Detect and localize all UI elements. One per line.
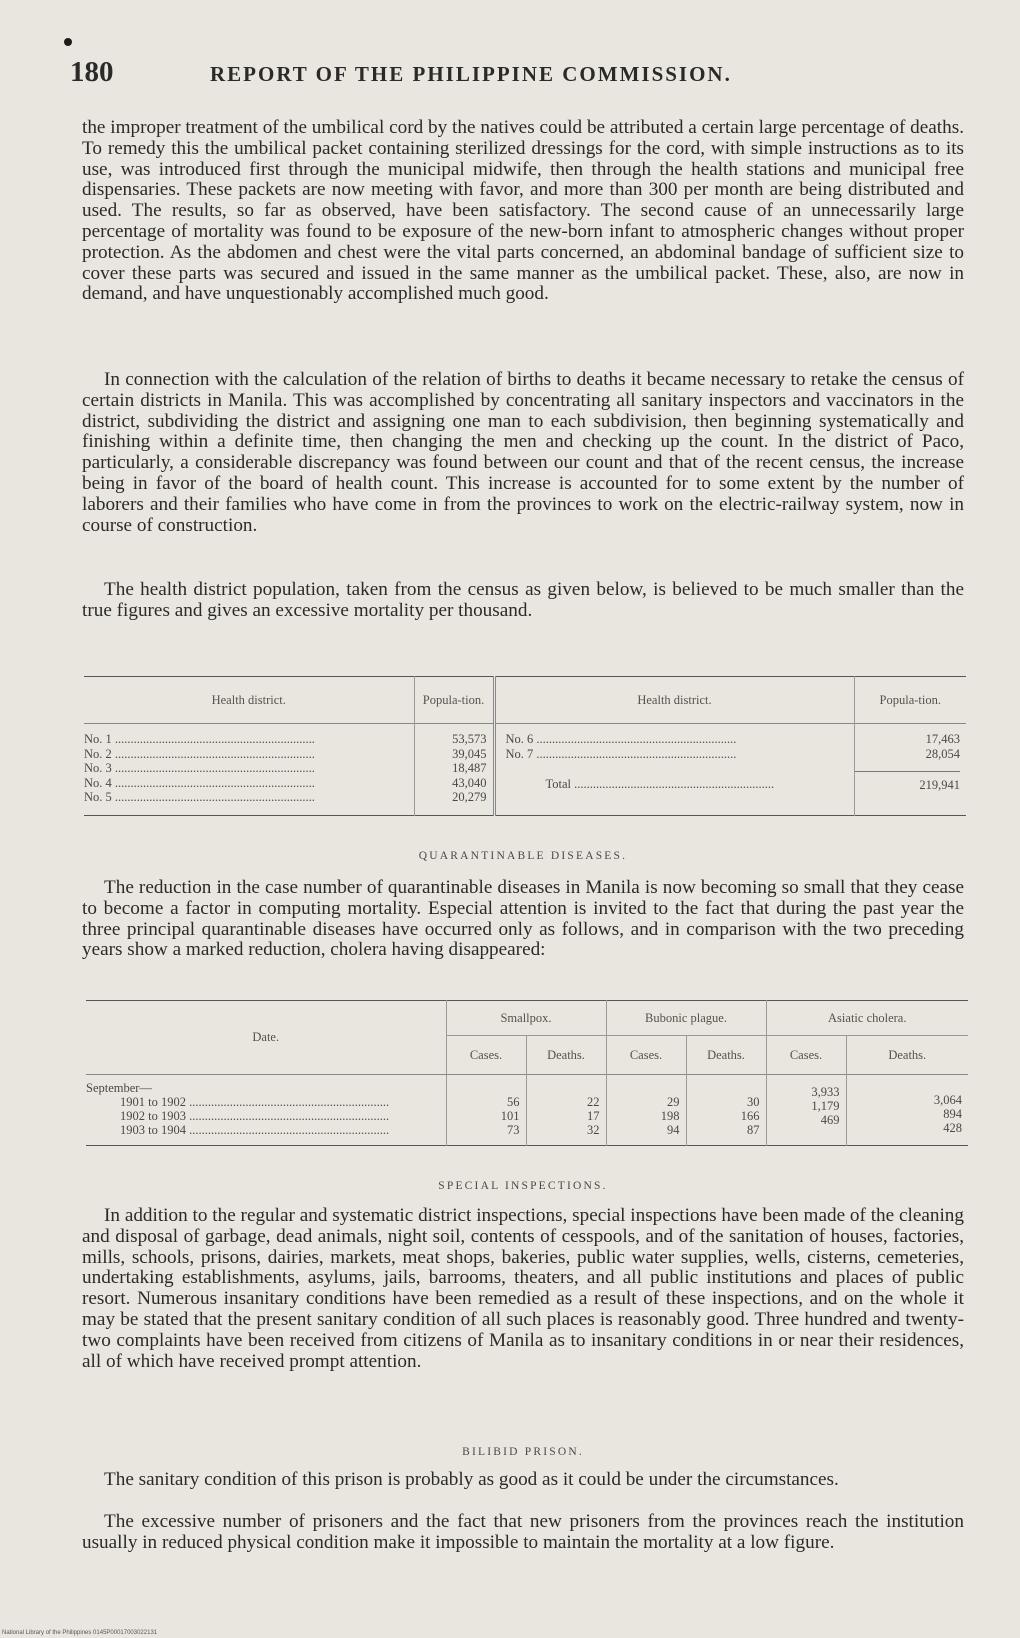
district-list-right (494, 724, 854, 816)
table-row: No. 5 ................................................................ (84, 790, 315, 804)
table-row: No. 4 ................................................................ (84, 775, 315, 790)
running-head: REPORT OF THE PHILIPPINE COMMISSION. (210, 62, 732, 86)
col-header-population: Popula-tion. (414, 677, 494, 724)
population-list-left: 53,573 39,045 18,487 43,040 20,279 (414, 724, 494, 816)
col-header-cholera: Asiatic cholera. (766, 1001, 968, 1036)
total-row: Total ................................................................ (545, 777, 775, 791)
col-header-cases: Cases. (606, 1036, 686, 1075)
date-list (86, 1075, 446, 1146)
paragraph-census: In connection with the calculation of the relation of births to deaths it became necessary to retake the census of certain districts in Manila. This was accomplished by concentrating all sanitary inspectors and vaccinators in the district, subdividing the district and assigning one man to each subdivision, then beginning systematically and finishing within a definite time, then changing the men and checking up the count. In the district of Paco, particularly, a considerable discrepancy was found between our count and that of the recent census, the increase being in favor of the board of health count. This increase is accounted for to some extent by the number of laborers and their families who have come in from the provinces to work on the electric-railway system, now in course of construction. (82, 369, 964, 536)
page-number: 180 (70, 56, 114, 88)
smallpox-cases: 56 101 73 (446, 1075, 526, 1146)
scan-footer: National Library of the Philippines 0145P00017003022131 (2, 1630, 158, 1636)
page-header (70, 56, 950, 96)
plague-deaths: 30 166 87 (686, 1075, 766, 1146)
col-header-cases: Cases. (446, 1036, 526, 1075)
plague-cases: 29 198 94 (606, 1075, 686, 1146)
paragraph-population-intro: The health district population, taken from the census as given below, is believed to be much smaller than the true figures and gives an excessive mortality per thousand. (82, 579, 964, 621)
cholera-cases: 3,933 1,179 469 (766, 1075, 846, 1146)
col-header-population: Popula-tion. (879, 692, 941, 707)
paragraph-bilibid-condition: The sanitary condition of this prison is probably as good as it could be under the circumstances. (104, 1469, 839, 1490)
section-heading-quarantinable: QUARANTINABLE DISEASES. (418, 850, 628, 862)
col-header-date: Date. (86, 1001, 446, 1075)
col-header-deaths: Deaths. (888, 1047, 927, 1062)
col-header-smallpox: Smallpox. (446, 1001, 606, 1036)
col-header-deaths: Deaths. (686, 1036, 766, 1075)
col-header-cases: Cases. (766, 1036, 846, 1075)
col-header-plague: Bubonic plague. (606, 1001, 766, 1036)
col-header-district: Health district. (84, 677, 414, 724)
group-label: September— (86, 1081, 152, 1095)
cholera-deaths: 3,064 894 428 (933, 1093, 962, 1135)
district-list-left (84, 724, 414, 816)
ink-dot (64, 38, 72, 46)
section-heading-special: SPECIAL INSPECTIONS. (438, 1180, 608, 1192)
table-row: No. 2 ................................................................ (84, 746, 315, 761)
smallpox-deaths: 22 17 32 (526, 1075, 606, 1146)
section-heading-bilibid: BILIBID PRISON. (462, 1446, 584, 1458)
table-row: No. 7 ................................................................ (505, 746, 737, 761)
paragraph-umbilical: the improper treatment of the umbilical cord by the natives could be attributed a certain large percentage of deaths. To remedy this the umbilical packet containing sterilized dressings for the cord, with simple instructions as to its use, was introduced first through the municipal midwife, then through the health stations and municipal free dispensaries. These packets are now meeting with favor, and more than 300 per month are being distributed and used. The results, so far as observed, have been satisfactory. The second cause of an unnecessarily large percentage of mortality was found to be exposure of the new-born infant to atmospheric changes without proper protection. As the abdomen and chest were the vital parts concerned, an abdominal bandage of sufficient size to cover these parts was secured and issued in the same manner as the umbilical packet. These, also, are now in demand, and have unquestionably accomplished much good. (82, 117, 964, 305)
col-header-district: Health district. (494, 677, 854, 724)
paragraph-bilibid-prisoners: The excessive number of prisoners and the fact that new prisoners from the provinces reach the institution usually in reduced physical condition make it impossible to maintain the mortality at a low figure. (82, 1511, 964, 1553)
total-value: 219,941 (855, 771, 961, 793)
table-row: No. 1 ................................................................ (84, 732, 315, 746)
col-header-deaths: Deaths. (526, 1036, 606, 1075)
population-list-right: 17,463 28,054 219,941 (854, 724, 966, 816)
table-row: No. 6 ................................................................ (505, 732, 737, 746)
disease-table (86, 1000, 968, 1146)
population-table (84, 676, 966, 816)
table-row: 1901 to 1902 ................................................................ (120, 1095, 390, 1109)
table-row: 1902 to 1903 ................................................................ (120, 1109, 390, 1123)
table-row: 1903 to 1904 ................................................................ (120, 1123, 390, 1137)
paragraph-quarantinable: The reduction in the case number of quarantinable diseases in Manila is now becoming so small that they cease to become a factor in computing mortality. Especial attention is invited to the fact that during the past year the three principal quarantinable diseases have occurred only as follows, and in comparison with the two preceding years show a marked reduction, cholera having disappeared: (82, 877, 964, 961)
paragraph-special-inspections: In addition to the regular and systematic district inspections, special inspections have been made of the cleaning and disposal of garbage, dead animals, night soil, contents of cesspools, and of the sanitation of houses, factories, mills, schools, prisons, dairies, markets, meat shops, bakeries, public water supplies, wells, cisterns, cemeteries, undertaking establishments, asylums, jails, barrooms, theaters, and all public institutions and places of public resort. Numerous insanitary conditions have been remedied as a result of these inspections, and on the whole it may be stated that the present sanitary condition of all such places is reasonably good. Three hundred and twenty-two complaints have been received from citizens of Manila as to insanitary conditions in or near their residences, all of which have received prompt attention. (82, 1205, 964, 1372)
table-row: No. 3 ................................................................ (84, 761, 315, 775)
